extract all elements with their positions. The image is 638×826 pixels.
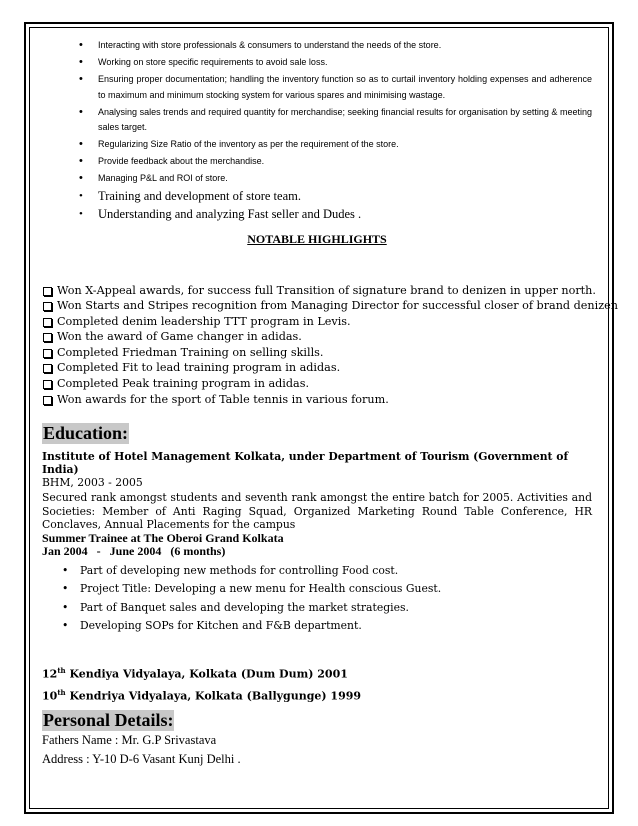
education-degree: BHM, 2003 - 2005: [42, 476, 143, 490]
trainee-point: • Developing SOPs for Kitchen and F&B department.: [42, 617, 592, 636]
school-12th-name: Kendiya Vidyalaya, Kolkata (Dum Dum) 2001: [65, 667, 348, 681]
experience-bullet-list: [42, 38, 592, 222]
highlight-item: Won the award of Game changer in adidas.: [42, 329, 592, 345]
resume-page: [42, 38, 618, 769]
trainee-point: • Part of developing new methods for controlling Food cost.: [42, 562, 592, 581]
experience-bullet: • Training and development of store team.: [42, 188, 592, 204]
trainee-points-list: [42, 562, 592, 636]
highlight-item: Completed denim leadership TTT program in Levis.: [42, 314, 592, 330]
experience-bullet: • Ensuring proper documentation; handling the inventory function so as to curtail inventory holding expenses and adherence to maximum and minimum stocking system for various spares and minimising wastage.: [42, 72, 592, 103]
address: Address : Y-10 D-6 Vasant Kunj Delhi .: [42, 752, 241, 767]
education-institute: Institute of Hotel Management Kolkata, under Department of Tourism (Government of India): [42, 450, 569, 477]
highlight-item: Completed Friedman Training on selling skills.: [42, 345, 592, 361]
education-description: Secured rank amongst students and seventh rank amongst the entire batch for 2005. Activities and Societies: Member of Anti Raging Squad, Organized Marketing Round Table Conference, HR Conclaves, Annual Placements for the campus: [42, 491, 592, 532]
trainee-title: Summer Trainee at The Oberoi Grand Kolkata: [42, 530, 284, 545]
experience-bullet: • Working on store specific requirements to avoid sale loss.: [42, 55, 592, 71]
school-10th-name: Kendriya Vidyalaya, Kolkata (Ballygunge) 1999: [65, 690, 362, 704]
trainee-point: • Project Title: Developing a new menu for Health conscious Guest.: [42, 580, 592, 599]
school-12th: [42, 666, 592, 681]
school-10th-sup: th: [57, 688, 66, 698]
personal-details-heading: Personal Details:: [43, 710, 174, 731]
highlight-item: Won awards for the sport of Table tennis in various forum.: [42, 392, 592, 408]
education-heading: Education:: [43, 423, 129, 444]
experience-bullet: • Interacting with store professionals & consumers to understand the needs of the store.: [42, 38, 592, 54]
trainee-dates: Jan 2004 - June 2004 (6 months): [42, 543, 226, 558]
school-12th-num: 12: [42, 667, 58, 681]
experience-bullet: • Understanding and analyzing Fast seller and Dudes .: [42, 206, 592, 222]
notable-highlights-heading: NOTABLE HIGHLIGHTS: [247, 231, 387, 246]
experience-bullet: • Regularizing Size Ratio of the inventory as per the requirement of the store.: [42, 137, 592, 153]
school-12th-sup: th: [57, 665, 66, 675]
highlight-item: Completed Peak training program in adidas.: [42, 376, 592, 392]
school-10th-num: 10: [42, 690, 58, 704]
school-10th: [42, 688, 592, 703]
experience-bullet: • Managing P&L and ROI of store.: [42, 171, 592, 187]
experience-bullet: • Provide feedback about the merchandise.: [42, 154, 592, 170]
fathers-name: Fathers Name : Mr. G.P Srivastava: [42, 733, 217, 748]
experience-bullet: • Analysing sales trends and required quantity for merchandise; seeking financial results for organisation by setting & meeting sales target.: [42, 105, 592, 136]
highlight-item: Completed Fit to lead training program in adidas.: [42, 360, 592, 376]
highlight-item: Won Starts and Stripes recognition from Managing Director for successful closer of brand denizen: [42, 298, 592, 314]
highlight-item: Won X-Appeal awards, for success full Transition of signature brand to denizen in upper north.: [42, 283, 592, 299]
trainee-point: • Part of Banquet sales and developing the market strategies.: [42, 599, 592, 618]
highlights-list: [42, 283, 618, 408]
